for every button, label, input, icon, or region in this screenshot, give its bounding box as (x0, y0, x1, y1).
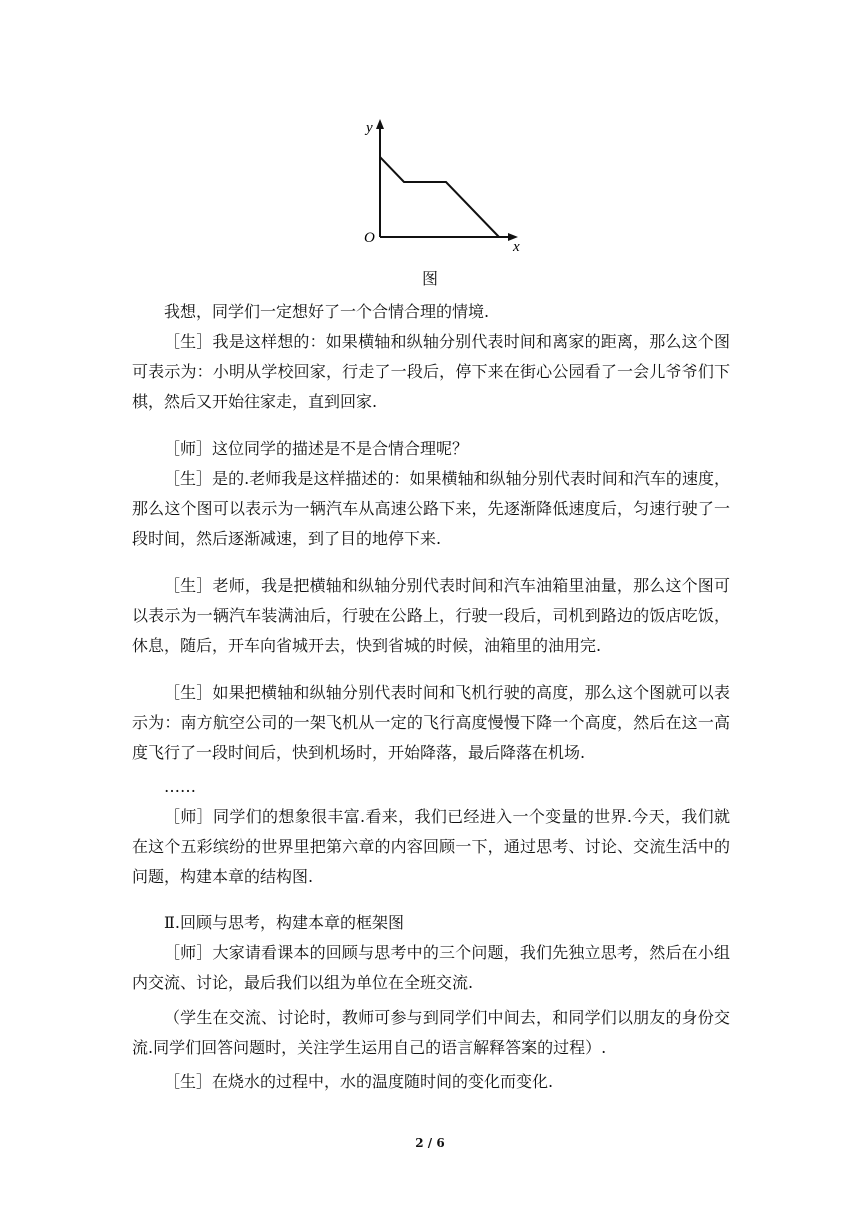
paragraph-student-fuel: ［生］老师，我是把横轴和纵轴分别代表时间和汽车油箱里油量，那么这个图可以表示为一辆汽车装满油后，行驶在公路上，行驶一段后，司机到路边的饭店吃饭，休息，随后，开车向省城开去，快到省城的时候，油箱里的油用完. (132, 576, 730, 655)
paragraph-note: （学生在交流、讨论时，教师可参与到同学们中间去，和同学们以朋友的身份交流.同学们回答问题时，关注学生运用自己的语言解释答案的过程）. (132, 1008, 730, 1057)
figure-caption: 图 (421, 269, 438, 288)
paragraph-student-airplane: ［生］如果把横轴和纵轴分别代表时间和飞机行驶的高度，那么这个图就可以表示为：南方航空公司的一架飞机从一定的飞行高度慢慢下降一个高度，然后在这一高度飞行了一段时间后，快到机场时，开始降落，最后降落在机场. (132, 683, 730, 762)
page-number: 2 / 6 (415, 1136, 445, 1150)
paragraph-intro: 我想，同学们一定想好了一个合情合理的情境. (164, 302, 490, 321)
paragraph-teacher-question: ［师］这位同学的描述是不是合情合理呢？ (164, 439, 469, 458)
y-axis-label: y (366, 120, 373, 136)
graph-line (380, 157, 499, 237)
paragraph-teacher-instructions: ［师］大家请看课本的回顾与思考中的三个问题，我们先独立思考，然后在小组内交流、讨论，最后我们以组为单位在全班交流. (132, 943, 730, 992)
y-axis-arrow (376, 119, 384, 129)
graph-figure (360, 115, 530, 255)
paragraph-student-walk: ［生］我是这样想的：如果横轴和纵轴分别代表时间和离家的距离，那么这个图可表示为：小明从学校回家，行走了一段后，停下来在街心公园看了一会儿爷爷们下棋，然后又开始往家走，直到回家. (132, 332, 730, 411)
paragraph-teacher-summary: ［师］同学们的想象很丰富.看来，我们已经进入一个变量的世界.今天，我们就在这个五彩缤纷的世界里把第六章的内容回顾一下，通过思考、讨论、交流生活中的问题，构建本章的结构图. (132, 807, 730, 886)
paragraph-ellipsis: …… (164, 777, 196, 796)
section-heading: Ⅱ.回顾与思考，构建本章的框架图 (164, 913, 404, 932)
paragraph-student-water: ［生］在烧水的过程中，水的温度随时间的变化而变化. (164, 1072, 554, 1091)
paragraph-student-car-speed: ［生］是的.老师我是这样描述的：如果横轴和纵轴分别代表时间和汽车的速度，那么这个图可以表示为一辆汽车从高速公路下来，先逐渐降低速度后，匀速行驶了一段时间，然后逐渐减速，到了目的地停下来. (132, 469, 730, 548)
x-axis-label: x (513, 239, 520, 255)
origin-label: O (364, 230, 375, 246)
graph-svg (360, 115, 530, 255)
